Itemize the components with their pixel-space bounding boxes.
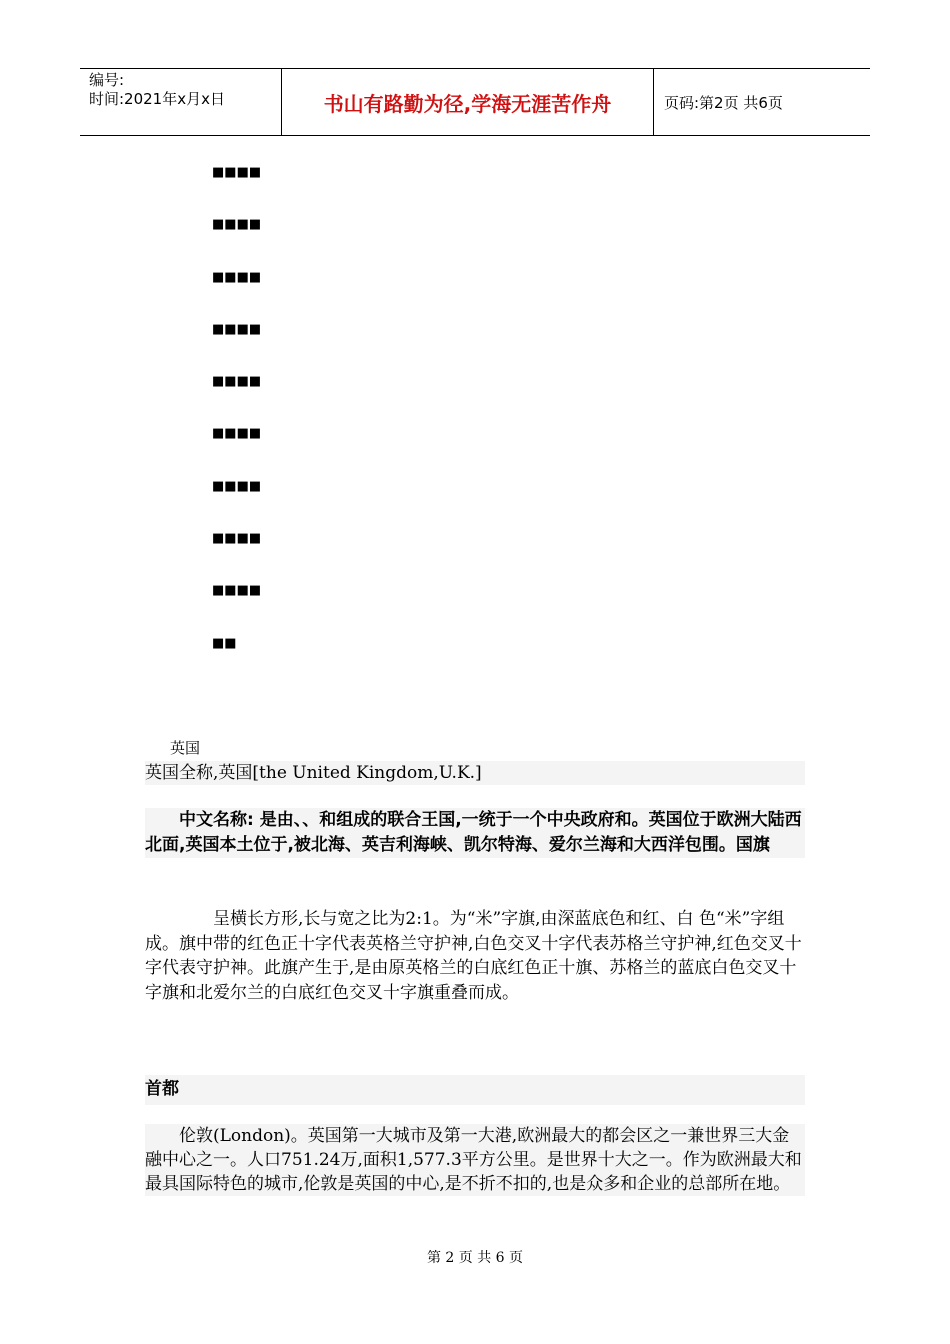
header-motto: 书山有路勤为径,学海无涯苦作舟 — [282, 69, 654, 135]
capital-heading: 首都 — [145, 1075, 805, 1105]
capital-paragraph: 伦敦(London)。英国第一大城市及第一大港,欧洲最大的都会区之一兼世界三大金融中心之一。人口751.24万,面积1,577.3平方公里。是世界十大之一。作为欧洲最大和最具国际特色的城市,伦敦是英国的中心,是不折不扣的,也是众多和企业的总部所在地。 — [145, 1124, 805, 1196]
country-heading: 英国 — [170, 739, 201, 757]
toc-placeholder: ■■■■ — [212, 374, 262, 390]
toc-placeholder: ■■■■ — [212, 478, 262, 494]
toc-placeholder: ■■ — [212, 635, 237, 651]
chinese-name-paragraph: 中文名称: 是由、、和组成的联合王国,一统于一个中央政府和。英国位于欧洲大陆西北面,英国本土位于,被北海、英吉利海峡、凯尔特海、爱尔兰海和大西洋包围。国旗 — [145, 808, 805, 858]
header-meta — [80, 69, 282, 135]
header-page-info: 页码:第2页 共6页 — [664, 93, 783, 112]
page-footer: 第 2 页 共 6 页 — [426, 1250, 524, 1266]
toc-placeholder: ■■■■ — [212, 321, 262, 337]
number-label: 编号: — [89, 71, 125, 89]
toc-placeholder: ■■■■ — [212, 531, 262, 547]
page-header — [80, 68, 870, 136]
toc-placeholder: ■■■■ — [212, 426, 262, 442]
toc-placeholder: ■■■■ — [212, 217, 262, 233]
toc-placeholder: ■■■■ — [212, 269, 262, 285]
toc-placeholder: ■■■■ — [212, 165, 262, 180]
toc-placeholder: ■■■■ — [212, 583, 262, 599]
time-label: 时间:2021年x月x日 — [89, 90, 225, 108]
toc-placeholder-list — [212, 165, 261, 688]
flag-paragraph: 呈横长方形,长与宽之比为2:1。为“米”字旗,由深蓝底色和红、白 色“米”字组成。旗中带的红色正十字代表英格兰守护神,白色交叉十字代表苏格兰守护神,红色交叉十字代表守护神。此旗产生于,是由原英格兰的白底红色正十旗、苏格兰的蓝底白色交叉十字旗和北爱尔兰的白底红色交叉十字旗重叠而成。 — [145, 909, 802, 1003]
full-name-line: 英国全称,英国[the United Kingdom,U.K.] — [145, 761, 805, 785]
